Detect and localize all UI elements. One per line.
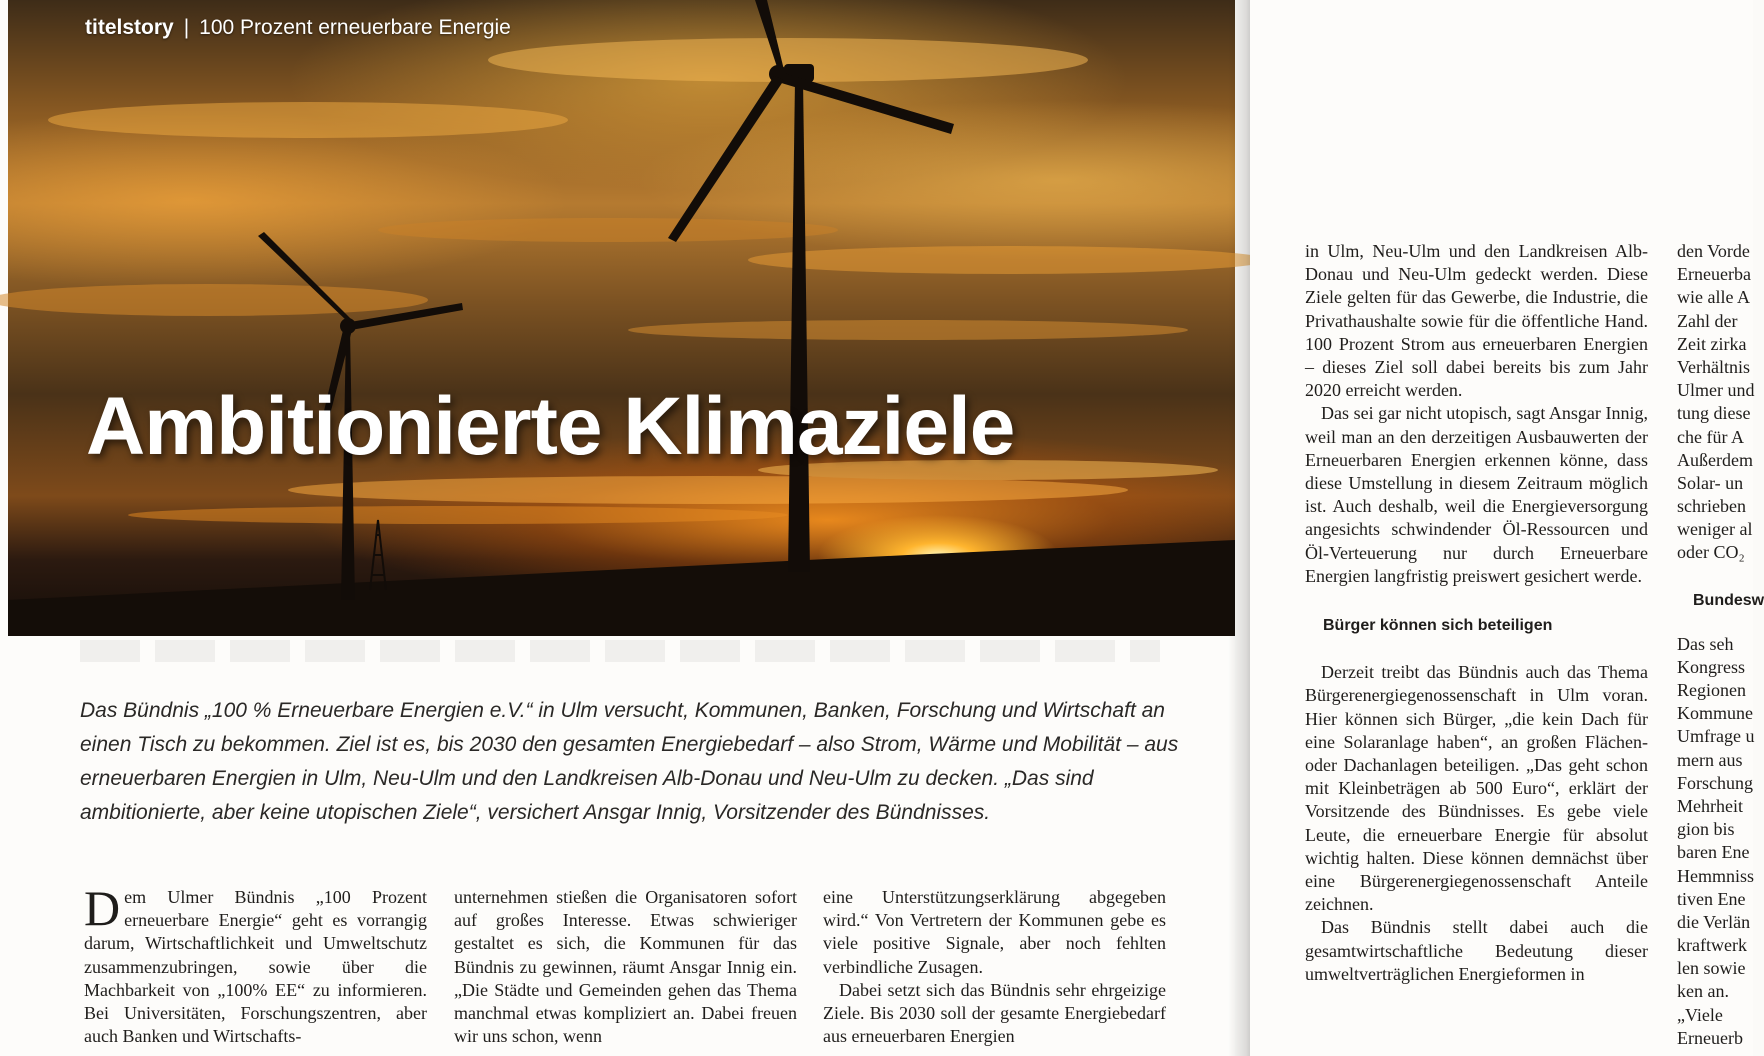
body-column-2-text: unternehmen stießen die Organisatoren sofort auf großes Interesse. Etwas schwieriger gestaltet es sich, die Kommunen für das Bündnis zu gewinnen, räumt Ansgar Innig ein. „Die Städte und Gemeinden gehen das Thema manchmal etwas kompliziert an. Dabei freuen wir uns schon, wenn xyxy=(454,887,797,1047)
cut-column-line: den Vorde xyxy=(1677,241,1750,261)
cut-column-line: Forschung xyxy=(1677,772,1753,793)
cut-column-line: Hemmniss xyxy=(1677,865,1755,886)
cut-column-line: Kongress xyxy=(1677,656,1745,677)
cut-column-line: die Verlän xyxy=(1677,911,1751,932)
bleed-through-shadow xyxy=(80,640,1160,662)
body-column-3-paragraph-2: Dabei setzt sich das Bündnis sehr ehrgeizige Ziele. Bis 2030 soll der gesamte Energiebedarf aus erneuerbaren Energien xyxy=(823,979,1166,1047)
cut-column-line: Außerdem xyxy=(1677,449,1753,470)
cut-column-line: tiven Ene xyxy=(1677,888,1746,909)
cut-column-line: mern aus xyxy=(1677,749,1743,770)
cut-column-line: Umfrage u xyxy=(1677,726,1755,747)
hero-photo-wind-turbines-sunset xyxy=(8,0,1235,636)
body-column-3 xyxy=(823,886,1166,1048)
right-paragraph-3: Derzeit treibt das Bündnis auch das Thema Bürgerenergiegenossenschaft in Ulm voran. Hier können sich Bürger, „die kein Dach für eine Solaranlage haben“, an großen Flächen- oder Dachanlagen beteiligen. „Das geht schon mit Kleinbeträgen ab 500 Euro“, erklärt der Vorsitzende des Bündnisses. Es gebe viele Leute, die erneuerbare Energie für absolut wichtig halten. Diese können demnächst über eine Bürgerenergiegenossenschaft Anteile zeichnen. xyxy=(1305,662,1648,915)
subheading-bundesweit-cut: Bundesw xyxy=(1693,591,1764,609)
cut-column-line: Regionen xyxy=(1677,680,1746,700)
wind-turbine-silhouettes xyxy=(8,0,1235,636)
section-topic: 100 Prozent erneuerbare Energie xyxy=(199,16,511,39)
cut-column-line: tung diese xyxy=(1677,403,1751,424)
section-caption xyxy=(85,16,511,40)
cut-column-line: Das seh xyxy=(1677,633,1734,654)
cut-column-line: weniger al xyxy=(1677,519,1753,540)
drop-cap: D xyxy=(84,880,121,936)
body-column-3-paragraph-1: eine Unterstützungserklärung abgegeben wird.“ Von Vertretern der Kommunen gebe es viele positive Signale, aber noch fehlten verbindliche Zusagen. xyxy=(823,887,1166,977)
right-paragraph-1: in Ulm, Neu-Ulm und den Landkreisen Alb-Donau und Neu-Ulm gedeckt werden. Diese Ziele gelten für das Gewerbe, die Industrie, die Privathaushalte sowie für die öffentliche Hand. 100 Prozent Strom aus erneuerbaren Energien – dieses Ziel soll dabei bereits bis zum Jahr 2020 erreicht werden. xyxy=(1305,241,1648,401)
cut-column-line: Ulmer und xyxy=(1677,380,1755,401)
cut-column-line: che für A xyxy=(1677,426,1744,447)
cut-column-line: len sowie xyxy=(1677,958,1746,979)
cut-column-line: „Viele xyxy=(1677,1004,1723,1025)
cut-column-line: gion bis xyxy=(1677,819,1735,840)
cut-column-line: baren Ene xyxy=(1677,842,1750,863)
cut-column-line: Solar- un xyxy=(1677,472,1744,493)
cut-column-line: Zeit zirka xyxy=(1677,333,1747,354)
article-title: Ambitionierte Klimaziele xyxy=(86,381,1015,472)
cut-column-line: Mehrheit xyxy=(1677,795,1743,816)
cut-column-line: Zahl der xyxy=(1677,310,1738,331)
section-label: titelstory xyxy=(85,16,174,39)
right-paragraph-4: Das Bündnis stellt dabei auch die gesamtwirtschaftliche Bedeutung dieser umweltverträglichen Energieformen in xyxy=(1305,917,1648,984)
right-page xyxy=(1250,0,1764,1056)
cut-column-line: Erneuerba xyxy=(1677,264,1751,285)
cut-column-line: kraftwerk xyxy=(1677,935,1747,956)
body-column-1-text: em Ulmer Bündnis „100 Prozent erneuerbare Energie“ geht es vorrangig darum, Wirtschaftlichkeit und Umweltschutz zusammenzubringen, sowie über die Machbarkeit von „100% EE“ zu informieren. Bei Universitäten, Forschungszentren, aber auch Banken und Wirtschafts- xyxy=(84,887,427,1047)
article-lead: Das Bündnis „100 % Erneuerbare Energien e.V.“ in Ulm versucht, Kommunen, Banken, Forschung und Wirtschaft an einen Tisch zu bekommen. Ziel ist es, bis 2030 den gesamten Energiebedarf – also Strom, Wärme und Mobilität – aus erneuerbaren Energien in Ulm, Neu-Ulm und den Landkreisen Alb-Donau und Neu-Ulm zu decken. „Das sind ambitionierte, aber keine utopischen Ziele“, versichert Ansgar Innig, Vorsitzender des Bündnisses. xyxy=(80,699,1179,824)
body-column-1 xyxy=(84,880,427,1048)
cut-column-line: ken an. xyxy=(1677,981,1729,1002)
cut-column-line: Verhältnis xyxy=(1677,356,1750,377)
subheading-buerger: Bürger können sich beteiligen xyxy=(1323,617,1553,635)
cut-column-line: Kommune xyxy=(1677,703,1753,724)
caption-separator: | xyxy=(183,16,190,39)
right-paragraph-2: Das sei gar nicht utopisch, sagt Ansgar Innig, weil man an den derzeitigen Ausbauwerten der Erneuerbaren Energien erkennen könne, dass diese Umstellung in diesem Zeitraum möglich ist. Auch deshalb, weil die Energieversorgung angesichts schwindender Öl-Ressourcen und Öl-Verteuerung nur durch Erneuerbare Energien langfristig preiswert gesichert werde. xyxy=(1305,403,1648,586)
right-column-2-cut xyxy=(1677,240,1764,1050)
right-column-1 xyxy=(1305,240,1648,986)
body-column-2 xyxy=(454,886,797,1048)
cut-column-line: oder CO₂ xyxy=(1677,542,1745,563)
cut-column-line: schrieben xyxy=(1677,496,1746,517)
cut-column-line: Erneuerb xyxy=(1677,1027,1743,1048)
cut-column-line: wie alle A xyxy=(1677,287,1750,308)
